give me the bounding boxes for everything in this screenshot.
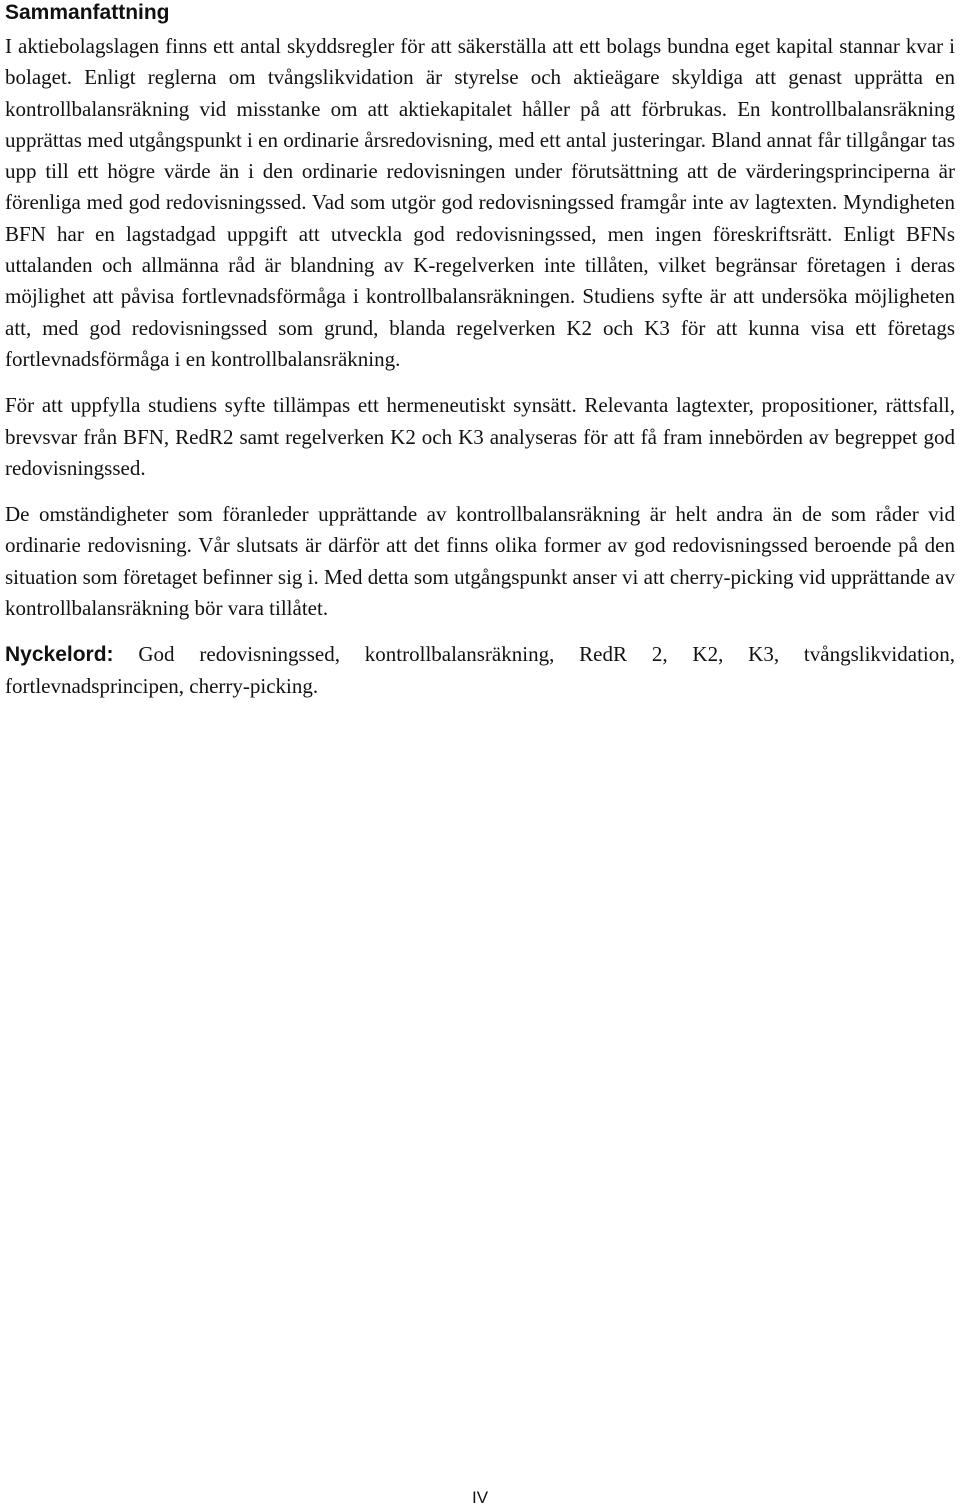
paragraph-1: I aktiebolagslagen finns ett antal skyddsregler för att säkerställa att ett bolags bundna eget kapital stannar kvar i bolaget. Enligt reglerna om tvångslikvidation är styrelse och aktieägare skyldiga att genast upprätta en kontrollbalansräkning vid misstanke om att aktiekapitalet håller på att förbrukas. En kontrollbalansräkning upprättas med utgångspunkt i en ordinarie årsredovisning, med ett antal justeringar. Bland annat får tillgångar tas upp till ett högre värde än i den ordinarie redovisningen under förutsättning att de värderingsprinciperna är förenliga med god redovisningssed. Vad som utgör god redovisningssed framgår inte av lagtexten. Myndigheten BFN har en lagstadgad uppgift att utveckla god redovisningssed, men ingen föreskriftsrätt. Enligt BFNs uttalanden och allmänna råd är blandning av K-regelverken inte tillåten, vilket begränsar företagen i deras möjlighet att påvisa fortlevnadsförmåga i kontrollbalansräkningen. Studiens syfte är att undersöka möjligheten att, med god redovisningssed som grund, blanda regelverken K2 och K3 för att kunna visa ett företags fortlevnadsförmåga i en kontrollbalansräkning. — [5, 34, 955, 371]
keywords-label: Nyckelord: — [5, 643, 114, 667]
paragraph-2: För att uppfylla studiens syfte tillämpas ett hermeneutiskt synsätt. Relevanta lagtexter, propositioner, rättsfall, brevsvar från BFN, RedR2 samt regelverken K2 och K3 analyseras för att få fram innebörden av begreppet god redovisningssed. — [5, 393, 955, 480]
page-number: IV — [471, 1488, 489, 1507]
keywords-text: God redovisningssed, kontrollbalansräkning, RedR 2, K2, K3, tvångslikvidation, fortlevnadsprincipen, cherry-picking. — [5, 642, 955, 698]
document-page — [5, 0, 955, 717]
keywords-paragraph — [5, 639, 955, 702]
section-heading: Sammanfattning — [5, 1, 170, 24]
paragraph-3: De omständigheter som föranleder upprättande av kontrollbalansräkning är helt andra än de som råder vid ordinarie redovisning. Vår slutsats är därför att det finns olika former av god redovisningssed beroende på den situation som företaget befinner sig i. Med detta som utgångspunkt anser vi att cherry-picking vid upprättande av kontrollbalansräkning bör vara tillåtet. — [5, 502, 956, 621]
